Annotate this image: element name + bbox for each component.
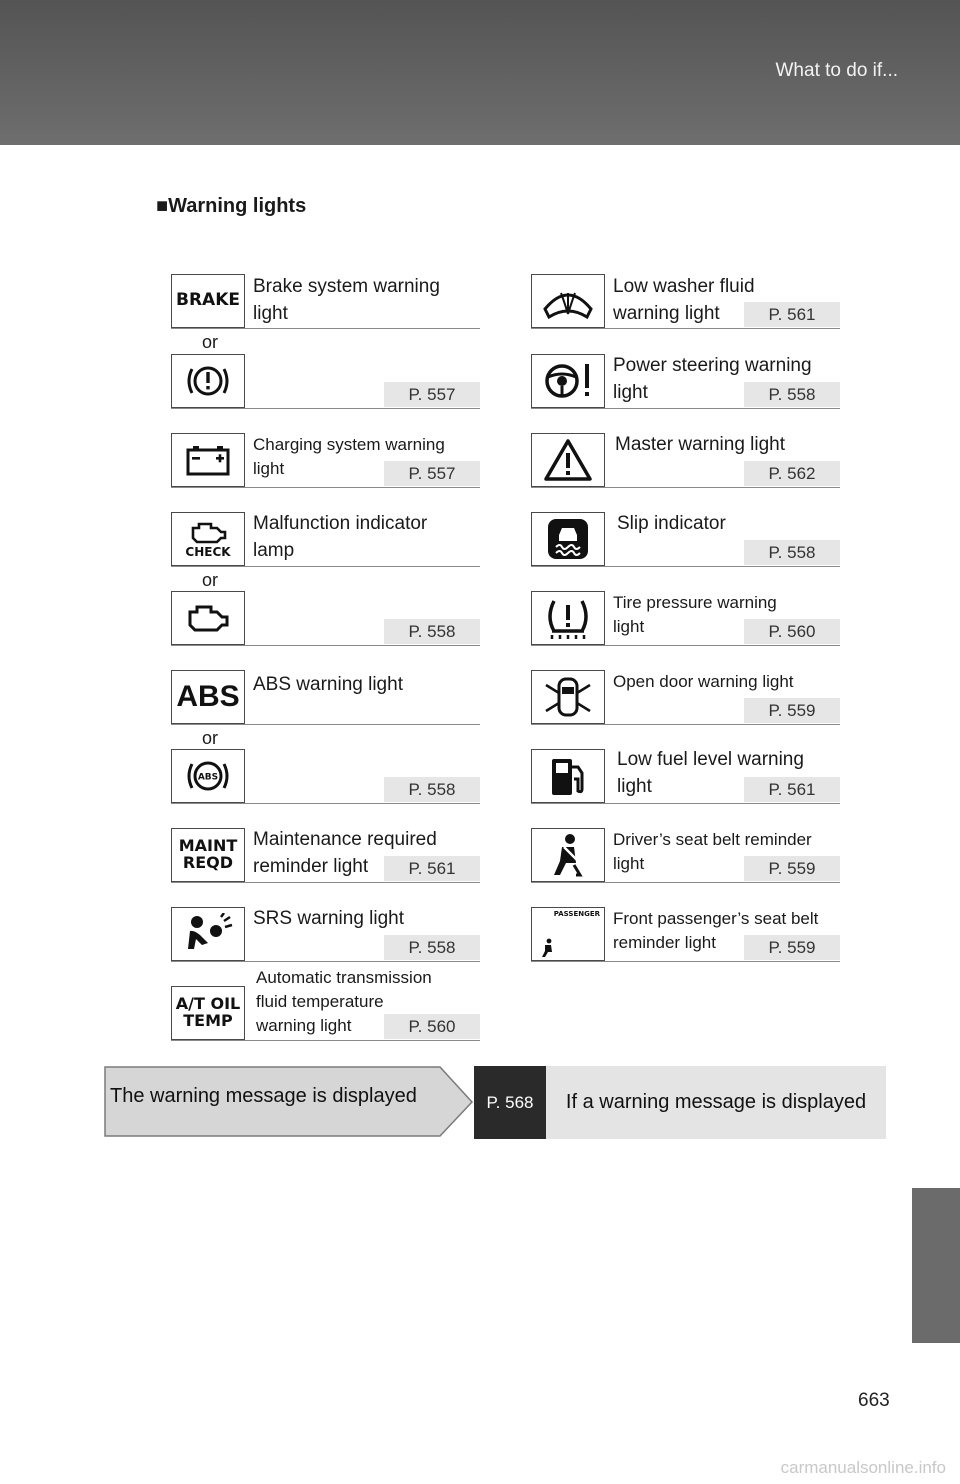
page-ref: P. 559 <box>744 856 840 881</box>
page-ref: P. 558 <box>384 935 480 960</box>
label-brake: Brake system warning light <box>253 276 440 324</box>
tire-pressure-icon <box>531 591 605 645</box>
open-door-icon <box>531 670 605 724</box>
page-ref: P. 558 <box>384 619 480 644</box>
or-label: or <box>202 570 219 590</box>
battery-icon <box>171 433 245 487</box>
page-ref: P. 557 <box>384 382 480 407</box>
label-open-door: Open door warning light <box>613 672 794 691</box>
watermark: carmanualsonline.info <box>780 1458 946 1477</box>
label-at-oil-temp: Automatic transmission fluid temperature warning light <box>256 968 432 1035</box>
header-title: What to do if... <box>775 60 898 81</box>
page-ref: P. 558 <box>744 382 840 407</box>
warning-message-action: If a warning message is displayed <box>546 1066 886 1139</box>
label-driver-seat-belt: Driver’s seat belt reminder light <box>613 830 812 873</box>
power-steering-icon <box>531 354 605 408</box>
abs-circle-icon <box>171 749 245 803</box>
page-header <box>0 0 960 145</box>
section-title: ■Warning lights <box>156 195 307 217</box>
label-power-steering: Power steering warning light <box>613 355 812 403</box>
svg-text:ABS: ABS <box>197 772 219 783</box>
slip-indicator-icon <box>531 512 605 566</box>
engine-icon <box>171 591 245 645</box>
label-abs: ABS warning light <box>253 674 403 695</box>
page-ref: P. 559 <box>744 935 840 960</box>
page-number: 663 <box>858 1390 890 1411</box>
abs-icon: ABS <box>171 670 245 724</box>
label-master-warning: Master warning light <box>615 434 786 455</box>
brake-icon: BRAKE <box>171 274 245 328</box>
warning-message-label: The warning message is displayed <box>110 1085 417 1107</box>
at-oil-temp-icon: A/T OIL TEMP <box>171 986 245 1040</box>
page-ref: P. 557 <box>384 461 480 486</box>
page-ref: P. 560 <box>744 619 840 644</box>
check-engine-icon: CHECK <box>171 512 245 566</box>
page-ref: P. 562 <box>744 461 840 486</box>
label-passenger-seat-belt: Front passenger’s seat belt reminder light <box>613 909 819 952</box>
brake-circle-icon <box>171 354 245 408</box>
master-warning-icon <box>531 433 605 487</box>
label-slip: Slip indicator <box>617 513 726 534</box>
or-label: or <box>202 728 219 748</box>
fuel-pump-icon <box>531 749 605 803</box>
srs-airbag-icon <box>171 907 245 961</box>
page-ref: P. 561 <box>384 856 480 881</box>
warning-message-page-ref: P. 568 <box>474 1066 546 1139</box>
passenger-seat-belt-icon: PASSENGER <box>531 907 605 961</box>
label-tire-pressure: Tire pressure warning light <box>613 593 777 636</box>
page-ref: P. 561 <box>744 777 840 802</box>
label-charging: Charging system warning light <box>253 435 445 478</box>
page-ref: P. 559 <box>744 698 840 723</box>
label-low-fuel: Low fuel level warning light <box>617 749 804 797</box>
label-malfunction: Malfunction indicator lamp <box>253 513 428 561</box>
maint-reqd-icon: MAINT REQD <box>171 828 245 882</box>
seat-belt-icon <box>531 828 605 882</box>
warning-message-arrow <box>104 1066 474 1136</box>
label-maintenance: Maintenance required reminder light <box>253 829 437 877</box>
washer-fluid-icon <box>531 274 605 328</box>
page-ref: P. 558 <box>744 540 840 565</box>
page-ref: P. 558 <box>384 777 480 802</box>
label-srs: SRS warning light <box>253 908 405 929</box>
page-ref: P. 561 <box>744 302 840 327</box>
or-label: or <box>202 332 219 352</box>
chapter-tab <box>912 1188 960 1343</box>
page-ref: P. 560 <box>384 1014 480 1039</box>
label-washer: Low washer fluid warning light <box>613 276 755 324</box>
